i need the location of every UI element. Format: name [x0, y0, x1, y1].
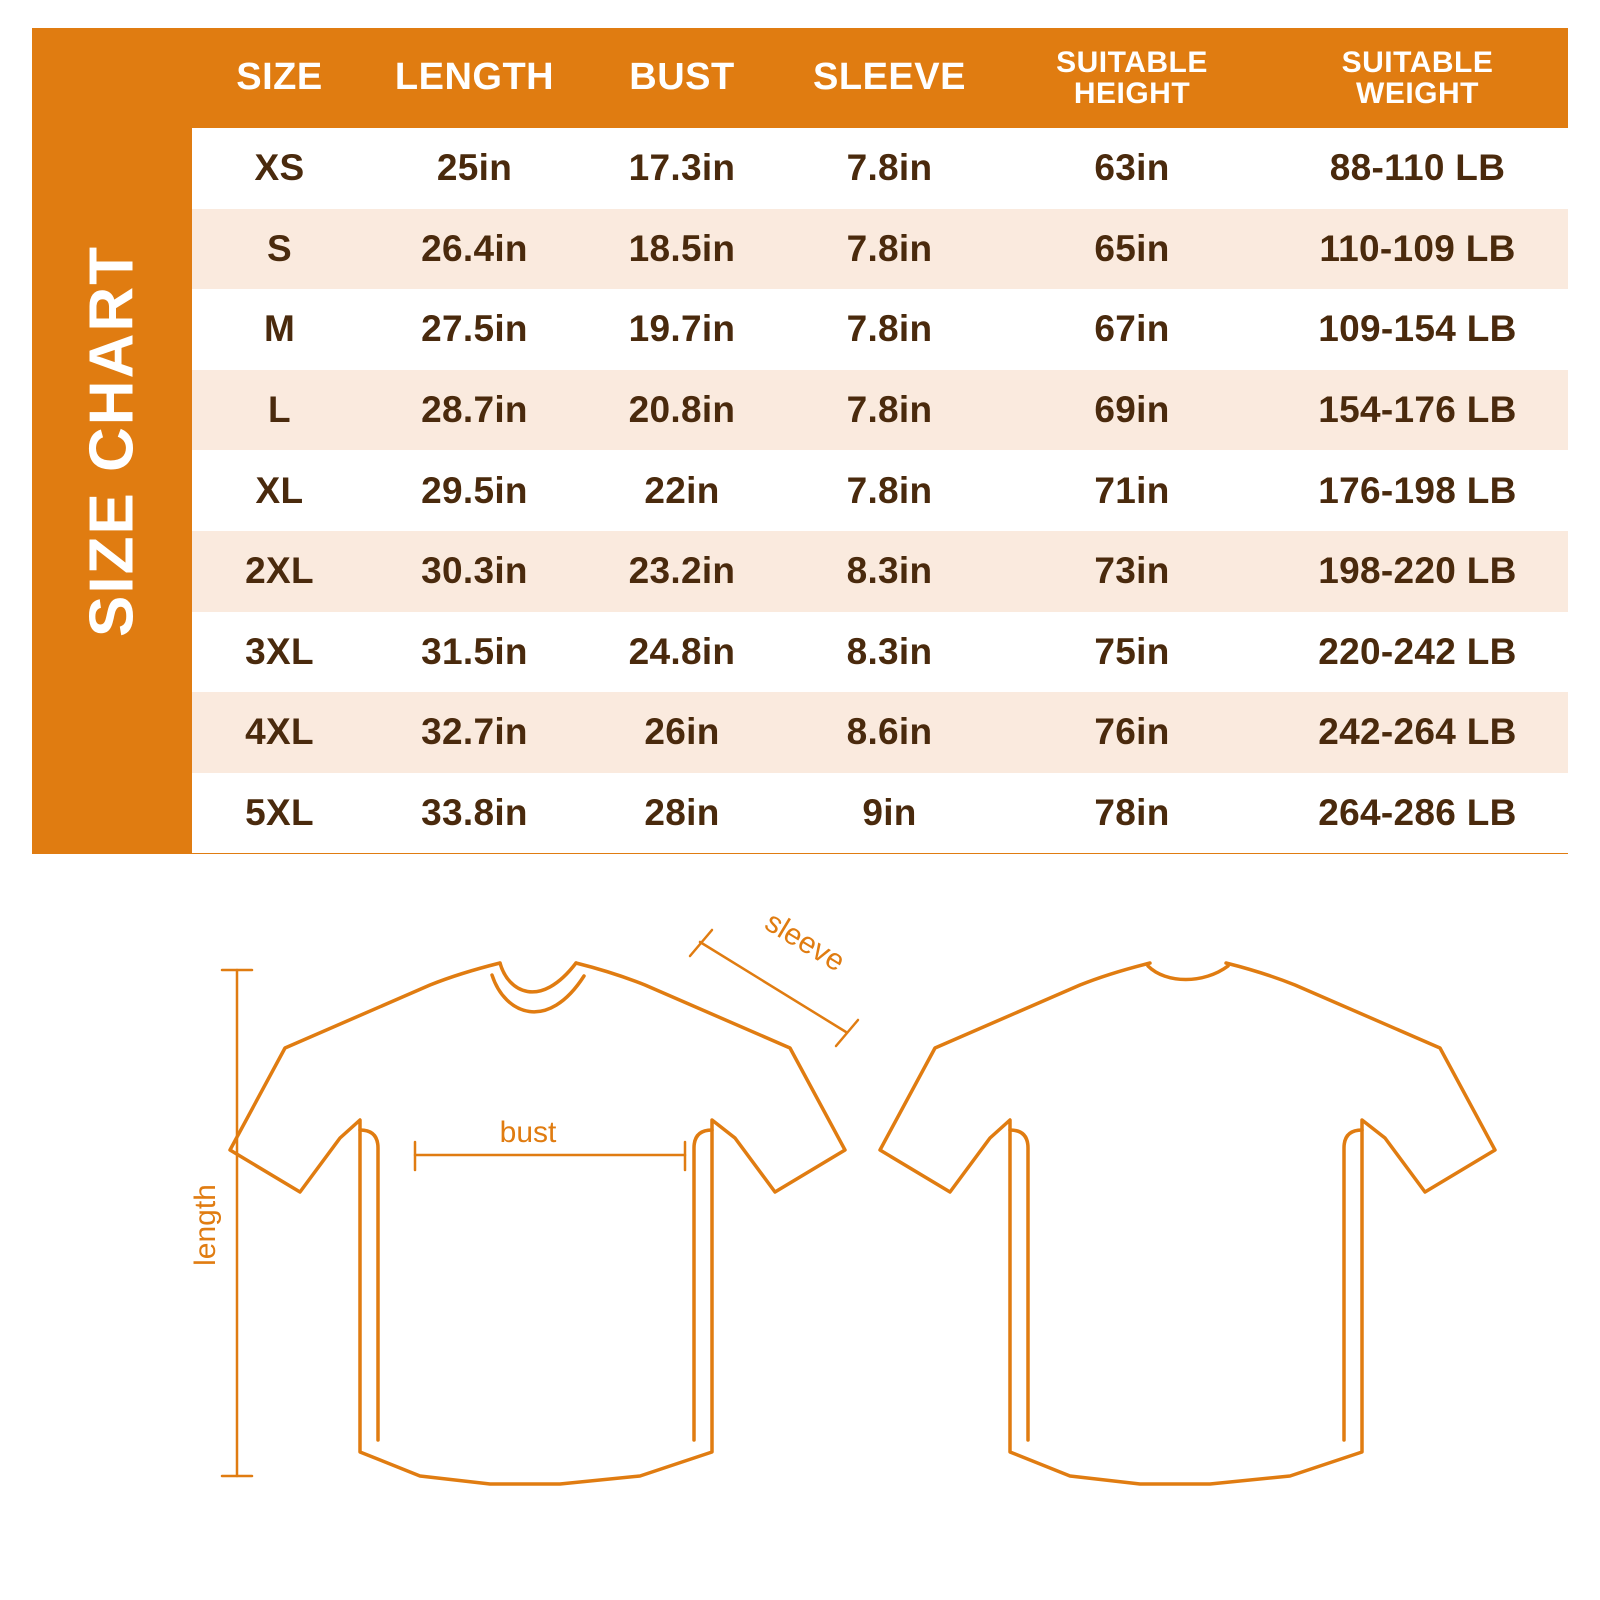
table-row	[192, 370, 1568, 451]
cell-sleeve: 8.6in	[846, 711, 933, 753]
cell-suitable-weight: 198-220 LB	[1318, 550, 1517, 592]
cell-bust: 28in	[644, 792, 720, 834]
cell-suitable-weight: 220-242 LB	[1318, 630, 1517, 672]
cell-suitable-weight: 154-176 LB	[1318, 389, 1517, 431]
column-header-sleeve: SLEEVE	[813, 56, 966, 99]
cell-suitable-weight: 176-198 LB	[1318, 469, 1517, 511]
cell-bust: 23.2in	[628, 550, 736, 592]
column-header-suitable-weight-line2: WEIGHT	[1356, 77, 1479, 110]
column-header-suitable-height-line1: SUITABLE	[1056, 45, 1208, 79]
tshirt-front-outline	[230, 963, 845, 1484]
cell-suitable-height: 78in	[1094, 792, 1170, 834]
cell-suitable-weight: 109-154 LB	[1318, 308, 1517, 350]
cell-suitable-weight: 110-109 LB	[1319, 227, 1516, 269]
cell-suitable-height: 71in	[1094, 469, 1170, 511]
cell-bust: 26in	[644, 711, 720, 753]
cell-bust: 20.8in	[628, 389, 736, 431]
bust-label: bust	[499, 1116, 557, 1149]
cell-suitable-height: 73in	[1094, 550, 1170, 592]
page-title: SIZE CHART	[77, 245, 147, 637]
cell-length: 25in	[436, 147, 513, 189]
cell-bust: 19.7in	[628, 308, 736, 350]
cell-bust: 17.3in	[628, 147, 736, 189]
column-header-size: SIZE	[236, 56, 323, 99]
table-row	[192, 531, 1568, 612]
cell-length: 27.5in	[421, 308, 528, 350]
size-chart-table-block	[32, 28, 1568, 854]
length-measure-line	[222, 970, 252, 1476]
size-chart-title	[32, 28, 192, 854]
cell-size: M	[263, 308, 296, 350]
column-header-suitable-height-line2: HEIGHT	[1073, 77, 1191, 110]
size-table	[192, 28, 1568, 854]
cell-sleeve: 9in	[862, 792, 917, 834]
cell-sleeve: 7.8in	[846, 389, 933, 431]
cell-size: 2XL	[245, 550, 314, 592]
cell-suitable-weight: 242-264 LB	[1318, 711, 1517, 753]
table-header-row	[192, 28, 1568, 128]
cell-suitable-height: 69in	[1094, 389, 1170, 431]
cell-sleeve: 7.8in	[846, 469, 933, 511]
cell-suitable-weight: 264-286 LB	[1318, 792, 1517, 834]
cell-suitable-height: 63in	[1094, 147, 1170, 189]
cell-sleeve: 8.3in	[846, 630, 933, 672]
cell-size: XS	[254, 147, 305, 189]
cell-length: 28.7in	[421, 389, 528, 431]
cell-length: 29.5in	[421, 469, 528, 511]
cell-suitable-height: 76in	[1094, 711, 1170, 753]
cell-suitable-height: 75in	[1094, 630, 1170, 672]
cell-sleeve: 7.8in	[846, 308, 933, 350]
table-row	[192, 450, 1568, 531]
cell-bust: 24.8in	[628, 630, 736, 672]
table-row	[192, 612, 1568, 693]
cell-size: 5XL	[245, 792, 314, 834]
length-label: length	[189, 1184, 222, 1266]
cell-sleeve: 7.8in	[846, 227, 933, 269]
column-header-length: LENGTH	[394, 56, 555, 99]
cell-size: XL	[255, 469, 304, 511]
cell-size: 3XL	[245, 630, 314, 672]
column-header-suitable-height	[997, 47, 1267, 110]
column-header-suitable-weight-line1: SUITABLE	[1341, 45, 1494, 79]
tshirt-measurement-diagram	[0, 880, 1600, 1580]
cell-bust: 22in	[644, 469, 720, 511]
table-row	[192, 692, 1568, 773]
cell-sleeve: 8.3in	[846, 550, 933, 592]
tshirt-back-outline	[880, 963, 1495, 1484]
cell-size: L	[268, 389, 291, 431]
cell-suitable-height: 65in	[1094, 227, 1170, 269]
cell-bust: 18.5in	[628, 227, 736, 269]
cell-sleeve: 7.8in	[846, 147, 933, 189]
table-row	[192, 289, 1568, 370]
cell-suitable-height: 67in	[1094, 308, 1170, 350]
cell-size: 4XL	[245, 711, 314, 753]
sleeve-label: sleeve	[759, 905, 851, 979]
cell-size: S	[267, 227, 292, 269]
cell-length: 30.3in	[421, 550, 528, 592]
table-row	[192, 209, 1568, 290]
column-header-bust: BUST	[629, 56, 735, 99]
cell-length: 32.7in	[421, 711, 528, 753]
cell-length: 33.8in	[421, 792, 528, 834]
cell-length: 31.5in	[421, 630, 528, 672]
table-row	[192, 128, 1568, 209]
cell-suitable-weight: 88-110 LB	[1329, 147, 1506, 189]
table-row	[192, 773, 1568, 854]
column-header-suitable-weight	[1267, 47, 1568, 110]
cell-length: 26.4in	[421, 227, 528, 269]
